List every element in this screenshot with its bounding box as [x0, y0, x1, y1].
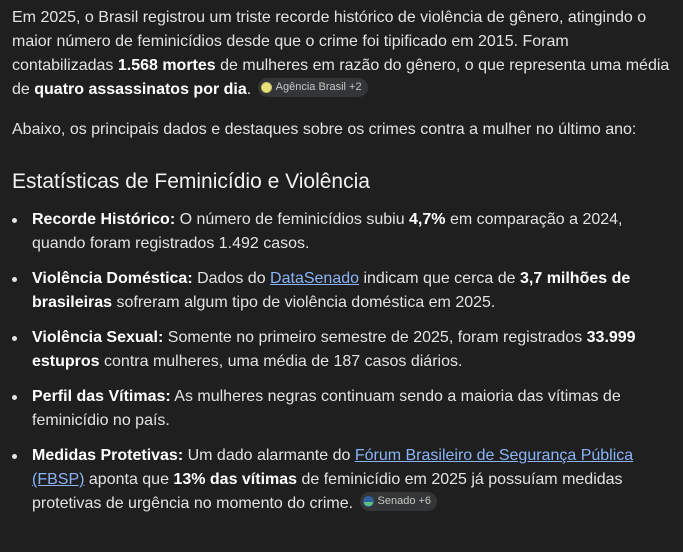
bullet-icon: [12, 336, 17, 341]
item-text: sofreram algum tipo de violência doméstica em 2025.: [112, 294, 496, 311]
list-item: [12, 444, 671, 516]
agencia-brasil-icon: [261, 82, 272, 93]
bullet-icon: [12, 218, 17, 223]
source-chip-label: Agência Brasil +2: [275, 81, 362, 93]
fbsp-link[interactable]: Fórum Brasileiro de Segurança Pública (FBSP): [32, 447, 634, 488]
list-item: [12, 267, 671, 315]
source-chip-senado[interactable]: [360, 492, 438, 511]
item-text: Dados do: [192, 270, 271, 287]
intro-text: Em 2025, o Brasil registrou um triste recorde histórico de violência de gênero, atingindo o maior número de feminicídios desde que o crime foi tipificado em 2015. Foram contabilizadas: [12, 9, 647, 74]
item-highlight: 33.999 estupros: [32, 329, 636, 370]
item-highlight: 3,7 milhões de brasileiras: [32, 270, 631, 311]
list-item: [12, 208, 671, 256]
list-item: [12, 326, 671, 374]
intro-highlight-per-day: quatro assassinatos por dia: [34, 81, 247, 98]
intro-text: de mulheres em razão do gênero, o que representa uma média de: [12, 57, 670, 98]
item-label: Violência Sexual:: [32, 329, 164, 346]
item-text: Somente no primeiro semestre de 2025, foram registrados: [163, 329, 587, 346]
item-label: Perfil das Vítimas:: [32, 388, 171, 405]
source-chip-label: Senado +6: [377, 495, 432, 507]
item-label: Violência Doméstica:: [32, 270, 193, 287]
datasenado-link[interactable]: DataSenado: [270, 270, 360, 287]
item-highlight: 13% das vítimas: [173, 471, 298, 488]
bullet-icon: [12, 454, 17, 459]
intro-text: .: [246, 81, 252, 98]
section-title: Estatísticas de Feminicídio e Violência: [12, 170, 370, 193]
item-label: Recorde Histórico:: [32, 211, 176, 228]
bullet-icon: [12, 395, 17, 400]
stats-list: [12, 208, 671, 516]
item-text: de feminicídio em 2025 já possuíam medidas protetivas de urgência no momento do crime.: [32, 471, 623, 512]
item-text: em comparação a 2024, quando foram registrados 1.492 casos.: [32, 211, 623, 252]
list-item: [12, 385, 671, 433]
item-text: contra mulheres, uma média de 187 casos diários.: [99, 353, 463, 370]
item-text: aponta que: [84, 471, 174, 488]
item-label: Medidas Protetivas:: [32, 447, 184, 464]
item-text: As mulheres negras continuam sendo a maioria das vítimas de feminicídio no país.: [32, 388, 621, 429]
subintro-paragraph: Abaixo, os principais dados e destaques sobre os crimes contra a mulher no último ano:: [12, 121, 637, 138]
intro-highlight-deaths: 1.568 mortes: [117, 57, 216, 74]
bullet-icon: [12, 277, 17, 282]
source-chip-agencia-brasil[interactable]: [258, 78, 368, 97]
item-text: Um dado alarmante do: [183, 447, 355, 464]
intro-paragraph: [12, 6, 671, 102]
item-highlight: 4,7%: [409, 211, 446, 228]
senado-icon: [363, 496, 374, 507]
item-text: indicam que cerca de: [359, 270, 520, 287]
item-text: O número de feminicídios subiu: [175, 211, 410, 228]
